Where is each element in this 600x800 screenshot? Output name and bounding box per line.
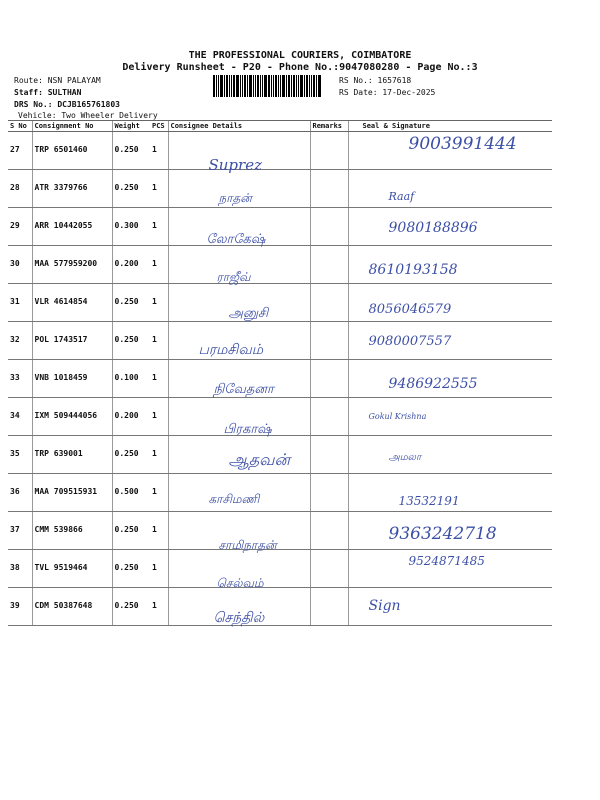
row-remarks: [310, 512, 348, 550]
drs-label: DRS No.: DCJB165761803: [14, 100, 120, 109]
row-consignment: TVL 9519464: [32, 550, 112, 588]
table-row: [8, 132, 552, 170]
consignee-handwriting: செல்வம்: [216, 576, 264, 590]
row-sno: 32: [8, 322, 32, 360]
row-consignment: CDM 50387648: [32, 588, 112, 626]
row-pcs: 1: [152, 398, 168, 436]
row-signature: [348, 360, 552, 398]
row-weight: 0.250: [112, 322, 152, 360]
row-consignment: POL 1743517: [32, 322, 112, 360]
table-row: [8, 360, 552, 398]
signature-handwriting: 9486922555: [388, 376, 478, 392]
row-signature: [348, 284, 552, 322]
signature-handwriting: Sign: [368, 598, 401, 614]
row-consignee: [168, 170, 310, 208]
row-pcs: 1: [152, 588, 168, 626]
row-consignee: [168, 398, 310, 436]
col-pcs: PCS: [152, 121, 168, 132]
consignee-handwriting: Suprez: [208, 156, 262, 174]
row-consignment: MAA 709515931: [32, 474, 112, 512]
row-weight: 0.250: [112, 512, 152, 550]
row-consignment: TRP 6501460: [32, 132, 112, 170]
signature-handwriting: 9363242718: [388, 524, 497, 544]
row-pcs: 1: [152, 284, 168, 322]
row-consignee: [168, 208, 310, 246]
row-consignee: [168, 246, 310, 284]
table-row: [8, 398, 552, 436]
row-signature: [348, 588, 552, 626]
consignee-handwriting: காசிமணி: [208, 492, 260, 506]
signature-handwriting: 13532191: [398, 494, 460, 508]
row-signature: [348, 550, 552, 588]
col-sno: S No: [8, 121, 32, 132]
row-sno: 36: [8, 474, 32, 512]
consignee-handwriting: சாமிநாதன்: [218, 538, 277, 552]
runsheet-table: [8, 120, 552, 626]
table-row: [8, 170, 552, 208]
row-weight: 0.250: [112, 436, 152, 474]
consignee-handwriting: நாதன்: [218, 191, 252, 205]
row-signature: [348, 398, 552, 436]
row-remarks: [310, 360, 348, 398]
row-consignee: [168, 588, 310, 626]
signature-handwriting: 8056046579: [368, 302, 452, 317]
row-signature: [348, 132, 552, 170]
row-sno: 35: [8, 436, 32, 474]
row-remarks: [310, 170, 348, 208]
col-remarks: Remarks: [310, 121, 348, 132]
route-label: Route: NSN PALAYAM: [14, 76, 101, 85]
row-weight: 0.250: [112, 132, 152, 170]
row-pcs: 1: [152, 360, 168, 398]
company-title: THE PROFESSIONAL COURIERS, COIMBATORE: [188, 50, 412, 61]
signature-handwriting: அமலா: [388, 452, 422, 463]
consignee-handwriting: செந்தில்: [213, 610, 265, 626]
row-consignee: [168, 360, 310, 398]
row-consignee: [168, 284, 310, 322]
row-weight: 0.250: [112, 550, 152, 588]
row-consignment: VNB 1018459: [32, 360, 112, 398]
consignee-handwriting: பிரகாஷ்: [223, 422, 272, 437]
row-sno: 28: [8, 170, 32, 208]
row-sno: 39: [8, 588, 32, 626]
row-weight: 0.200: [112, 398, 152, 436]
row-weight: 0.200: [112, 246, 152, 284]
row-pcs: 1: [152, 246, 168, 284]
col-consignee: Consignee Details: [168, 121, 310, 132]
consignee-handwriting: ராஜீவ்: [216, 270, 251, 284]
row-consignment: TRP 639001: [32, 436, 112, 474]
signature-handwriting: 9080188896: [388, 220, 478, 236]
row-remarks: [310, 474, 348, 512]
table-row: [8, 246, 552, 284]
col-signature: Seal & Signature: [348, 121, 552, 132]
row-weight: 0.300: [112, 208, 152, 246]
row-signature: [348, 322, 552, 360]
runsheet-subtitle: Delivery Runsheet - P20 - Phone No.:9047080280 - Page No.:3: [122, 62, 478, 73]
row-pcs: 1: [152, 132, 168, 170]
row-remarks: [310, 398, 348, 436]
row-weight: 0.250: [112, 170, 152, 208]
table-row: [8, 512, 552, 550]
row-signature: [348, 474, 552, 512]
row-consignee: [168, 512, 310, 550]
row-sno: 30: [8, 246, 32, 284]
row-pcs: 1: [152, 550, 168, 588]
table-row: [8, 322, 552, 360]
table-row: [8, 474, 552, 512]
row-remarks: [310, 322, 348, 360]
row-consignment: CMM 539866: [32, 512, 112, 550]
col-weight: Weight: [112, 121, 152, 132]
row-weight: 0.500: [112, 474, 152, 512]
signature-handwriting: Raaf: [388, 190, 415, 203]
row-consignee: [168, 322, 310, 360]
row-sno: 38: [8, 550, 32, 588]
row-sno: 33: [8, 360, 32, 398]
row-remarks: [310, 550, 348, 588]
table-row: [8, 550, 552, 588]
row-consignment: ATR 3379766: [32, 170, 112, 208]
consignee-handwriting: பரமசிவம்: [198, 342, 264, 358]
row-pcs: 1: [152, 512, 168, 550]
row-signature: [348, 246, 552, 284]
table-row: [8, 208, 552, 246]
rs-date: RS Date: 17-Dec-2025: [339, 88, 436, 97]
row-consignment: VLR 4614854: [32, 284, 112, 322]
row-remarks: [310, 588, 348, 626]
row-sno: 29: [8, 208, 32, 246]
row-signature: [348, 512, 552, 550]
consignee-handwriting: நிவேதனா: [213, 382, 274, 397]
row-remarks: [310, 284, 348, 322]
row-signature: [348, 436, 552, 474]
row-consignment: MAA 577959200: [32, 246, 112, 284]
barcode-icon: [213, 75, 335, 97]
table-row: [8, 436, 552, 474]
row-remarks: [310, 208, 348, 246]
row-remarks: [310, 246, 348, 284]
row-consignment: IXM 509444056: [32, 398, 112, 436]
row-weight: 0.250: [112, 588, 152, 626]
row-sno: 34: [8, 398, 32, 436]
signature-handwriting: 9003991444: [408, 134, 517, 154]
row-weight: 0.100: [112, 360, 152, 398]
signature-handwriting: Gokul Krishna: [368, 412, 427, 421]
row-pcs: 1: [152, 208, 168, 246]
col-consignment: Consignment No: [32, 121, 112, 132]
consignee-handwriting: ஆதவன்: [228, 450, 290, 469]
signature-handwriting: 9524871485: [408, 554, 485, 568]
row-pcs: 1: [152, 170, 168, 208]
row-sno: 37: [8, 512, 32, 550]
row-sno: 31: [8, 284, 32, 322]
row-consignee: [168, 474, 310, 512]
consignee-handwriting: லோகேஷ்: [206, 232, 266, 247]
row-pcs: 1: [152, 474, 168, 512]
row-consignee: [168, 132, 310, 174]
table-row: [8, 284, 552, 322]
vehicle-label: Vehicle: Two Wheeler Delivery: [18, 111, 158, 120]
row-sno: 27: [8, 132, 32, 170]
row-signature: [348, 208, 552, 246]
row-pcs: 1: [152, 436, 168, 474]
row-weight: 0.250: [112, 284, 152, 322]
row-remarks: [310, 132, 348, 170]
row-consignee: [168, 550, 310, 588]
consignee-handwriting: அனுசி: [228, 306, 269, 321]
table-header-row: [8, 121, 552, 132]
rs-number: RS No.: 1657618: [339, 76, 412, 85]
row-pcs: 1: [152, 322, 168, 360]
row-signature: [348, 170, 552, 208]
row-consignment: ARR 10442055: [32, 208, 112, 246]
table-row: [8, 588, 552, 626]
signature-handwriting: 9080007557: [368, 334, 452, 349]
signature-handwriting: 8610193158: [368, 262, 458, 278]
row-consignee: [168, 436, 310, 474]
row-remarks: [310, 436, 348, 474]
staff-label: Staff: SULTHAN: [14, 88, 82, 97]
